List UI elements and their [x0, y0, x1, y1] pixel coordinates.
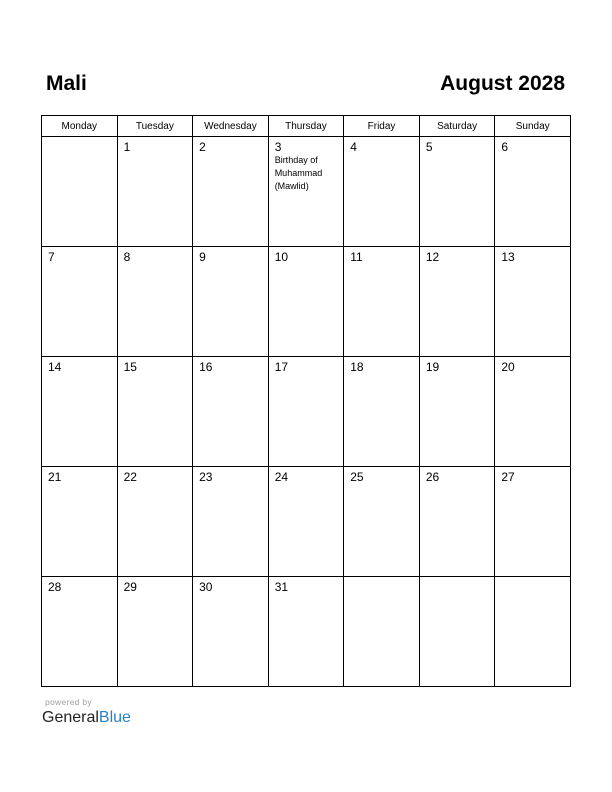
day-cell — [419, 357, 495, 467]
day-cell — [268, 467, 344, 577]
day-number: 26 — [425, 470, 440, 484]
holiday-label: Birthday of Muhammad (Mawlid) — [274, 155, 323, 191]
day-cell-content — [42, 467, 117, 484]
empty-day-cell — [419, 577, 495, 687]
day-number: 9 — [199, 250, 206, 264]
day-cell-content — [193, 357, 268, 374]
day-cell-content — [269, 247, 344, 264]
day-cell-content — [344, 247, 419, 264]
day-cell — [344, 247, 420, 357]
day-cell — [193, 357, 269, 467]
week-row — [42, 137, 571, 247]
day-number: 13 — [501, 250, 515, 264]
day-cell-content — [42, 357, 117, 374]
day-cell-content — [420, 357, 495, 374]
day-cell — [193, 467, 269, 577]
day-cell-content — [42, 137, 117, 140]
day-cell — [344, 467, 420, 577]
day-cell-content — [420, 247, 495, 264]
day-number: 2 — [199, 140, 206, 154]
weekday-header: Wednesday — [193, 116, 269, 137]
day-cell-content — [495, 137, 570, 154]
day-cell-content — [269, 137, 344, 193]
weekday-header-row — [42, 116, 571, 137]
calendar-body — [42, 137, 571, 687]
day-cell — [42, 577, 118, 687]
day-cell-content — [420, 467, 495, 484]
day-cell — [495, 247, 571, 357]
day-cell-content — [193, 137, 268, 154]
day-cell — [42, 357, 118, 467]
day-number: 28 — [48, 580, 62, 594]
weekday-header: Thursday — [268, 116, 344, 137]
day-number: 5 — [425, 140, 433, 154]
week-row — [42, 467, 571, 577]
day-cell — [268, 577, 344, 687]
day-number: 25 — [350, 470, 364, 484]
generalblue-logo — [42, 708, 131, 728]
day-cell — [419, 137, 495, 247]
day-cell-content — [344, 357, 419, 374]
day-cell-content — [495, 247, 570, 264]
day-cell — [344, 137, 420, 247]
day-cell — [268, 137, 344, 247]
week-row — [42, 247, 571, 357]
day-cell-content — [193, 247, 268, 264]
day-cell-content — [269, 357, 344, 374]
day-cell-content — [495, 577, 570, 580]
day-cell — [495, 137, 571, 247]
day-number: 6 — [501, 140, 509, 154]
day-cell-content — [42, 247, 117, 264]
day-number: 1 — [123, 140, 131, 154]
day-cell-content — [495, 357, 570, 374]
day-cell-content — [193, 577, 268, 594]
brand-general-text: General — [42, 709, 99, 726]
day-cell — [42, 467, 118, 577]
day-cell-content — [118, 577, 193, 594]
day-number: 12 — [425, 250, 440, 264]
day-cell-content — [344, 577, 419, 580]
day-cell-content — [495, 467, 570, 484]
day-cell — [419, 467, 495, 577]
day-number: 17 — [274, 360, 289, 374]
day-cell — [193, 577, 269, 687]
day-cell-content — [118, 247, 193, 264]
empty-day-cell — [495, 577, 571, 687]
day-cell — [344, 357, 420, 467]
day-cell-content — [118, 357, 193, 374]
country-title: Mali — [46, 72, 87, 95]
day-cell-content — [193, 467, 268, 484]
day-cell-content — [344, 467, 419, 484]
day-number: 8 — [123, 250, 131, 264]
day-cell — [193, 247, 269, 357]
day-number: 31 — [274, 580, 289, 594]
day-cell — [193, 137, 269, 247]
day-number: 22 — [123, 470, 137, 484]
day-number: 11 — [350, 250, 363, 264]
day-cell — [42, 247, 118, 357]
day-cell — [117, 137, 193, 247]
day-number: 16 — [199, 360, 213, 374]
day-number: 19 — [425, 360, 440, 374]
weekday-header: Tuesday — [117, 116, 193, 137]
weekday-header: Monday — [42, 116, 118, 137]
day-cell — [495, 467, 571, 577]
day-number: 29 — [123, 580, 137, 594]
day-cell-content — [420, 137, 495, 154]
day-number: 3 — [274, 140, 282, 154]
day-cell-content — [118, 137, 193, 154]
month-year-title: August 2028 — [440, 72, 565, 95]
day-cell-content — [269, 467, 344, 484]
day-number: 14 — [48, 360, 62, 374]
day-cell-content — [269, 577, 344, 594]
day-cell-content — [42, 577, 117, 594]
week-row — [42, 577, 571, 687]
day-cell — [117, 577, 193, 687]
calendar-grid — [41, 115, 571, 687]
powered-by-label: powered by — [45, 697, 92, 707]
day-cell-content — [344, 137, 419, 154]
day-cell — [117, 247, 193, 357]
day-cell — [117, 467, 193, 577]
day-cell — [117, 357, 193, 467]
day-cell — [268, 247, 344, 357]
empty-day-cell — [344, 577, 420, 687]
day-number: 15 — [123, 360, 137, 374]
weekday-header: Friday — [344, 116, 420, 137]
empty-day-cell — [42, 137, 118, 247]
day-cell-content — [420, 577, 495, 580]
day-number: 4 — [350, 140, 357, 154]
day-number: 27 — [501, 470, 515, 484]
day-cell — [268, 357, 344, 467]
brand-blue-text: Blue — [98, 709, 131, 726]
day-number: 7 — [48, 250, 55, 264]
weekday-header: Saturday — [419, 116, 495, 137]
day-cell-content — [118, 467, 193, 484]
day-number: 23 — [199, 470, 213, 484]
day-cell — [419, 247, 495, 357]
day-number: 20 — [501, 360, 515, 374]
day-number: 24 — [274, 470, 289, 484]
week-row — [42, 357, 571, 467]
weekday-header: Sunday — [495, 116, 571, 137]
day-number: 10 — [274, 250, 289, 264]
day-number: 30 — [199, 580, 213, 594]
day-cell — [495, 357, 571, 467]
day-number: 21 — [48, 470, 62, 484]
day-number: 18 — [350, 360, 364, 374]
